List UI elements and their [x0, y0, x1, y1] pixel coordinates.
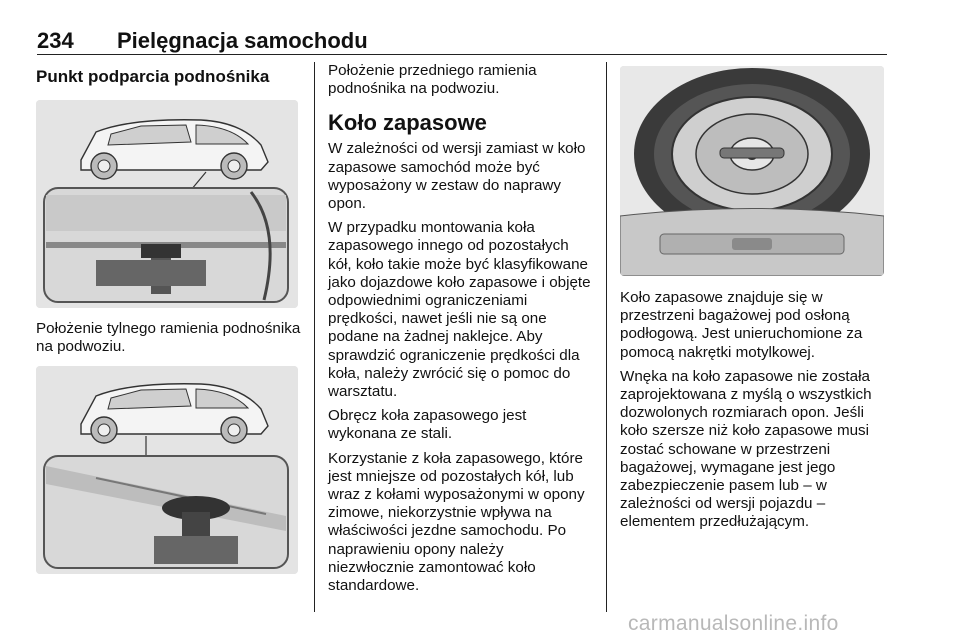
caption-rear-jack: Położenie tylnego ramienia podnośnika na podwoziu.	[36, 320, 301, 356]
rear-jack-illustration	[36, 100, 298, 308]
paragraph-spare-well: Wnęka na koło zapasowe nie została zaprojektowana z myślą o wszystkich dozwolonych rozmiarach opon. Jeśli koło szersze niż koło zapasowe musi zostać schowane w przestrzeni bagażowej, wymagane jest jego zabezpieczenie pasem lub – w zależności od wersji pojazdu – elementem przedłużającym.	[620, 367, 872, 531]
paragraph-1: W zależności od wersji zamiast w koło zapasowe samochód może być wyposażony w zestaw do naprawy opon.	[328, 140, 586, 213]
paragraph-2: W przypadku montowania koła zapasowego innego od pozostałych kół, koło takie może być klasyfikowane jako dojazdowe koło zapasowe i objęte odpowiednimi ograniczeniami prędkości, nawet jeśli nie są one podane na żadnej naklejce. Aby sprawdzić ograniczenie prędkości dla koła, należy zwrócić się o pomoc do warsztatu.	[328, 219, 591, 401]
figure-spare-wheel-well	[620, 66, 884, 276]
spare-wheel-illustration	[620, 66, 884, 276]
figure-rear-jack-position	[36, 100, 298, 308]
page-header	[37, 22, 887, 55]
column-divider-1	[314, 62, 315, 612]
column-right	[620, 289, 888, 538]
paragraph-3: Obręcz koła zapasowego jest wykonana ze stali.	[328, 407, 527, 443]
paragraph-spare-location: Koło zapasowe znajduje się w przestrzeni bagażowej pod osłoną podłogową. Jest unieruchomione za pomocą nakrętki motylkowej.	[620, 289, 863, 361]
column-left	[36, 62, 301, 87]
column-middle	[328, 62, 592, 601]
figure-front-jack-position	[36, 366, 298, 574]
front-jack-illustration	[36, 366, 298, 574]
intro-paragraph: Położenie przedniego ramienia podnośnika na podwoziu.	[328, 62, 537, 98]
column-divider-2	[606, 62, 607, 612]
page-number: 234	[37, 28, 74, 53]
chapter-title: Pielęgnacja samochodu	[117, 28, 368, 53]
section-heading-jack-point: Punkt podparcia podnośnika	[36, 67, 270, 86]
watermark: carmanualsonline.info	[628, 612, 839, 635]
section-heading-spare-wheel: Koło zapasowe	[328, 110, 487, 136]
paragraph-4: Korzystanie z koła zapasowego, które jest mniejsze od pozostałych kół, lub wraz z kołami wyposażonymi w opony zimowe, niekorzystnie wpływa na właściwości jezdne samochodu. Po naprawieniu opony należy niezwłocznie zamontować koło standardowe.	[328, 449, 585, 595]
